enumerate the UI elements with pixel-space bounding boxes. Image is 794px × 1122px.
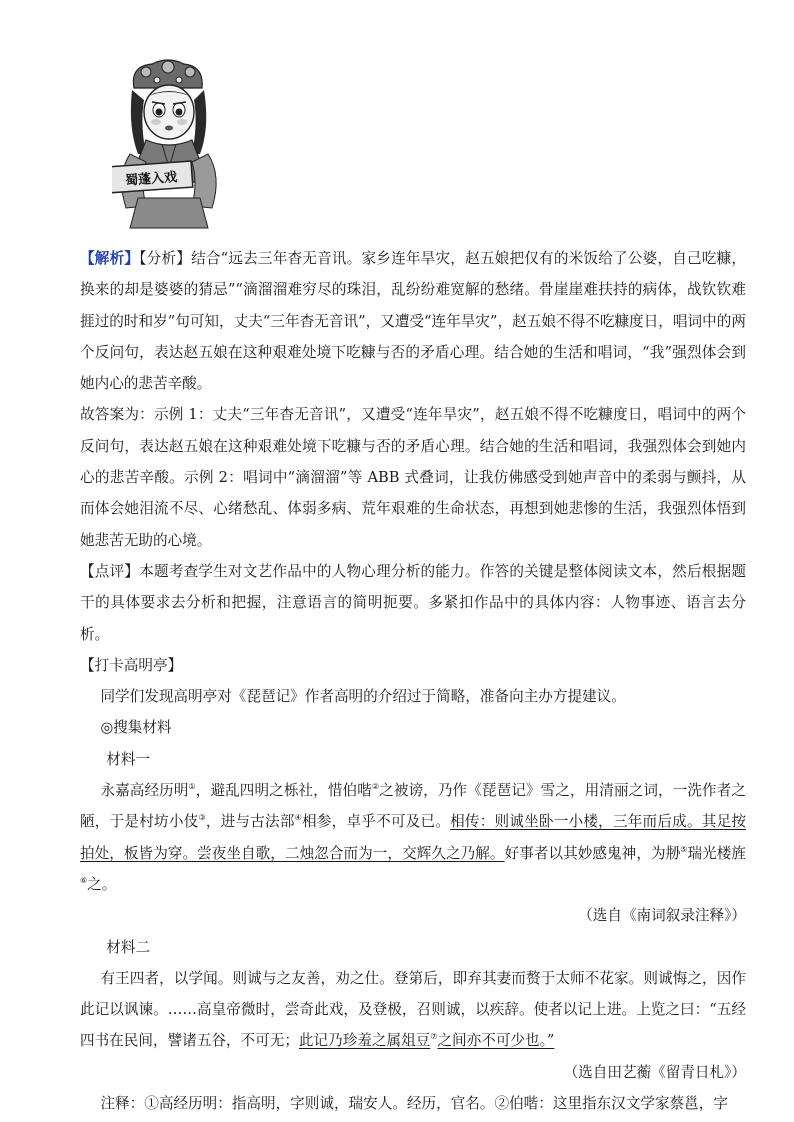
comment-text: 本题考查学生对文艺作品中的人物心理分析的能力。作答的关键是整体阅读文本，然后根据题干的具体要求去分析和把握，注意语言的简明扼要。多紧扣作品中的具体内容：人物事迹、语言去分析。 (80, 562, 746, 643)
analysis-tag: 【解析】 (80, 250, 140, 267)
section-intro: 同学们发现高明亭对《琵琶记》作者高明的介绍过于简略，准备向主办方提建议。 (100, 688, 626, 706)
opera-character-illustration (112, 58, 224, 230)
note-ref: ④ (294, 813, 303, 823)
underlined-passage: 此记乃珍羞之属俎豆 (298, 1032, 431, 1050)
comment-paragraph (80, 556, 746, 650)
note-ref: ⑥ (80, 876, 88, 886)
material-two-source: （选自田艺蘅《留青日札》） (563, 1063, 746, 1081)
answer-paragraph: 故答案为：示例 1：丈夫“三年杳无音讯”，又遭受“连年旱灾”，赵五娘不得不吃糠度日，唱词中的两个反问句，表达赵五娘在这种艰难处境下吃糠与否的矛盾心理。结合她的生活和唱词，我强烈体会到她内心的悲苦辛酸。示例 2：唱词中“滴溜溜”等 ABB 式叠词，让我仿佛感受到她声音中的柔弱与颤抖，从而体会她泪流不尽、心绪愁乱、体弱多病、荒年艰难的生命状态，再想到她悲惨的生活，我强烈体悟到她悲苦无助的心境。 (80, 406, 746, 549)
underlined-passage: 相传：则诚坐卧一小楼，三年而后成。其足按拍处，板皆为穿。尝夜坐自歌，二烛忽合而为一，交辉久之乃解。 (80, 813, 746, 862)
section-heading: 【打卡高明亭】 (80, 656, 183, 674)
comment-tag: 【点评】 (80, 562, 140, 580)
collect-materials-label: ◎搜集材料 (100, 719, 172, 737)
underlined-passage: 之间亦不可少也。” (437, 1032, 555, 1050)
material-one-source: （选自《南词叙录注释》） (578, 907, 746, 925)
analysis-paragraph (80, 243, 746, 399)
material-two-label: 材料二 (106, 938, 151, 956)
note-ref: ② (371, 782, 380, 792)
note-ref: ③ (198, 813, 206, 823)
material-one-label: 材料一 (106, 750, 151, 768)
note-ref: ⑦ (430, 1032, 438, 1042)
material-one-text: 永嘉高经历明①，避乱四明之栎社，惜伯喈②之被谤，乃作《琵琶记》雪之，用清丽之词，一洗作者之陋，于是村坊小伎③，进与古法部④相参，卓乎不可及已。相传：则诚坐卧一小楼，三年而后成。其足按拍处，板皆为穿。尝夜坐自歌，二烛忽合而为一，交辉久之乃解。好事者以其妙感鬼神，为刱⑤瑞光楼旌⑥之。 (80, 782, 746, 893)
material-two-text: 有王四者，以学闻。则诚与之友善，劝之仕。登第后，即弃其妻而赘于太师不花家。则诚悔之，因作此记以讽谏。……高皇帝微时，尝奇此戏，及登极，召则诚，以疾辞。使者以记上进。上览之曰：“五经四书在民间，譬诸五谷，不可无；此记乃珍羞之属俎豆⑦之间亦不可少也。” (80, 969, 746, 1050)
note-ref: ① (188, 782, 196, 792)
document-body (80, 243, 746, 1119)
opera-character-icon (112, 58, 224, 230)
analysis-text: 结合“远去三年杳无音讯。家乡连年旱灾，赵五娘把仅有的米饭给了公婆，自己吃糠，换来的却是婆婆的猜忌”“滴溜溜难穷尽的珠泪，乱纷纷难宽解的愁绪。骨崖崖难扶持的病体，战钦钦难捱过的时和岁”句可知，丈夫“三年杳无音讯”，又遭受“连年旱灾”，赵五娘不得不吃糠度日，唱词中的两个反问句，表达赵五娘在这种艰难处境下吃糠与否的矛盾心理。结合她的生活和唱词，“我”强烈体会到她内心的悲苦辛酸。 (80, 250, 746, 393)
note-ref: ⑤ (680, 844, 688, 854)
figure-banner-text: 蜀蓬入戏 (124, 170, 178, 189)
notes-paragraph: 注释：①高经历明：指高明，字则诚，瑞安人。经历，官名。②伯喈：这里指东汉文学家蔡邕，字 (100, 1095, 728, 1113)
analysis-sub-tag: 【分析】 (139, 250, 192, 267)
